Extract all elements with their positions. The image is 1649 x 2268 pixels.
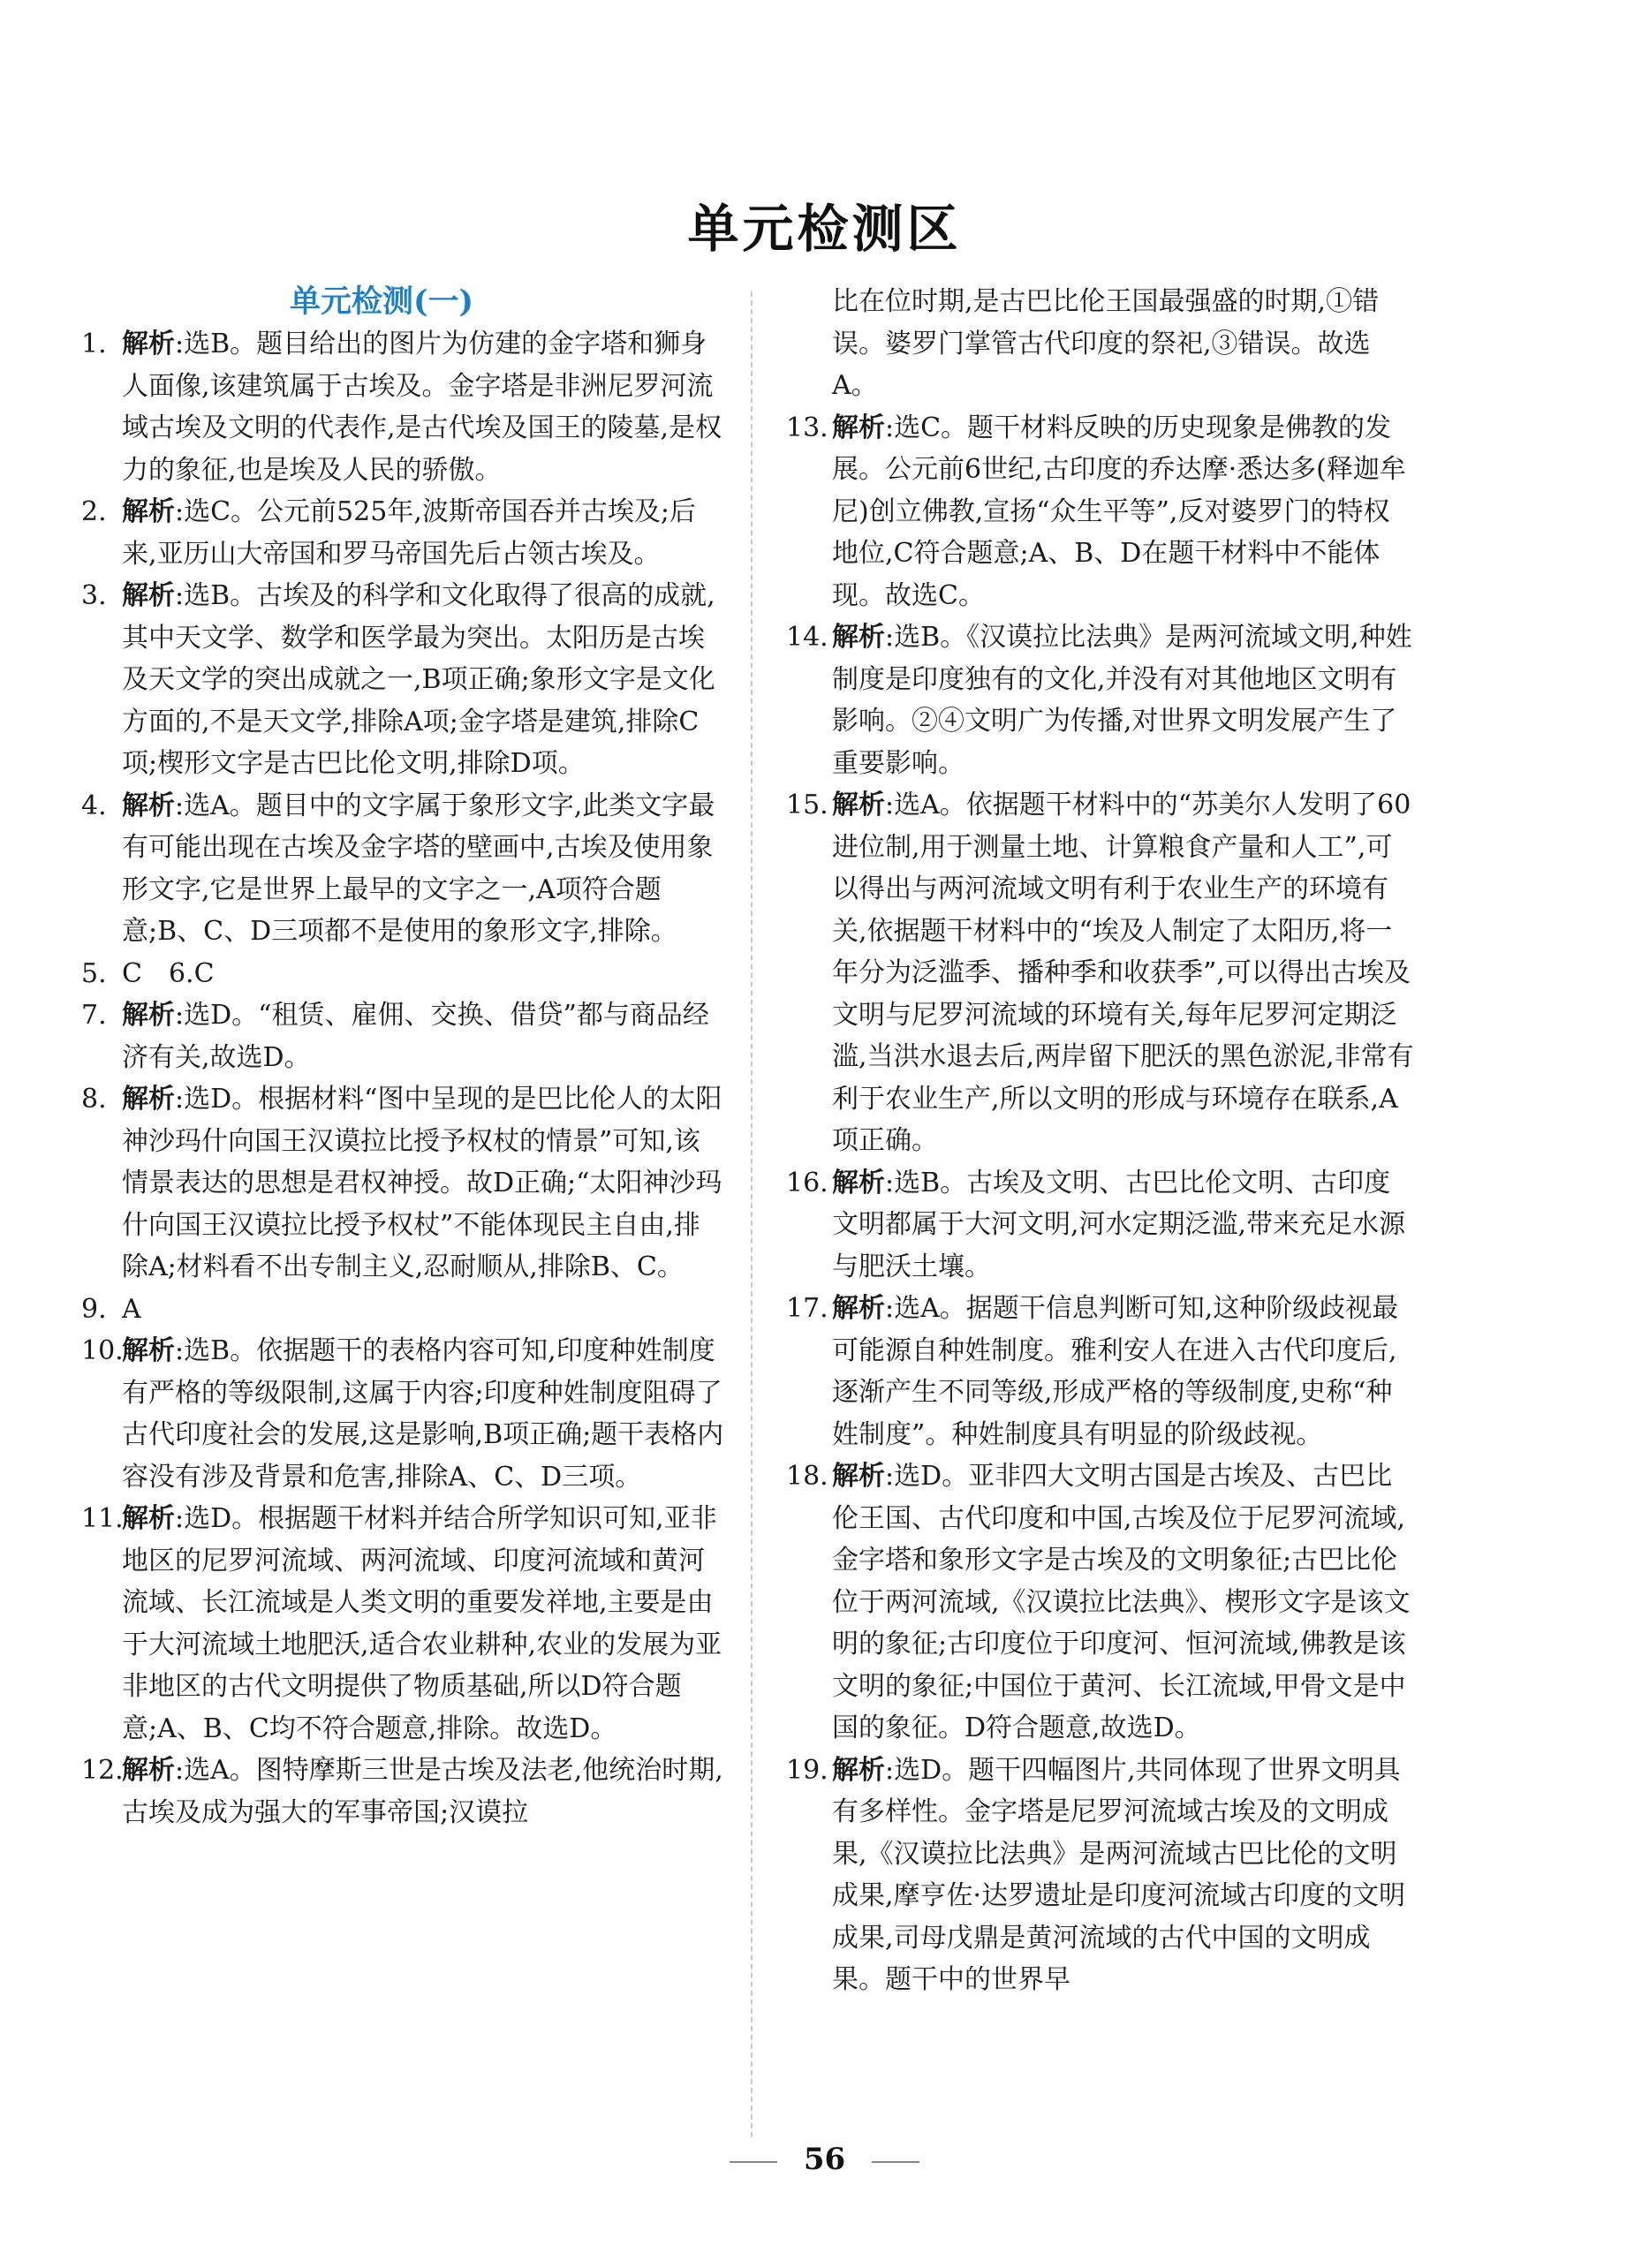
answer-item [81, 953, 726, 995]
item-number: 11. [81, 1503, 124, 1534]
answer-item [786, 407, 1415, 617]
analysis-label: 解析 [122, 580, 175, 611]
answer-text: :选C。公元前525年,波斯帝国吞并古埃及;后来,亚历山大帝国和罗马帝国先后占领古埃及。 [122, 496, 696, 570]
answer-list-left [81, 323, 726, 1833]
answer-list-right [786, 281, 1415, 2001]
analysis-label: 解析 [832, 1293, 885, 1324]
answer-text: :选C。题干材料反映的历史现象是佛教的发展。公元前6世纪,古印度的乔达摩·悉达多(释迦牟尼)创立佛教,宣扬“众生平等”,反对婆罗门的特权地位,C符合题意;A、B、D在题干材料中不能体现。故选C。 [832, 412, 1406, 611]
answer-item [81, 1330, 726, 1498]
item-number: 8. [81, 1084, 107, 1115]
analysis-label: 解析 [122, 329, 175, 359]
answer-text: :选D。题干四幅图片,共同体现了世界文明具有多样性。金字塔是尼罗河流域古埃及的文明成果,《汉谟拉比法典》是两河流域古巴比伦的文明成果,摩亨佐·达罗遗址是印度河流域古印度的文明成果,司母戊鼎是黄河流域的古代中国的文明成果。题干中的世界早 [832, 1754, 1406, 1995]
answer-item [786, 1750, 1415, 2001]
item-number: 16. [786, 1167, 828, 1198]
item-number: 3. [81, 580, 107, 611]
answer-item [81, 785, 726, 953]
item-number: 2. [81, 496, 107, 527]
analysis-label: 解析 [832, 1461, 885, 1492]
analysis-label: 解析 [122, 1335, 175, 1366]
footer-left-rule [730, 2161, 777, 2163]
analysis-label: 解析 [122, 1755, 175, 1786]
answer-item [81, 323, 726, 491]
answer-item [81, 1078, 726, 1289]
page-number: 56 [803, 2142, 846, 2177]
item-number: 15. [786, 790, 828, 820]
analysis-label: 解析 [122, 790, 175, 821]
item-number: 14. [786, 622, 828, 653]
answer-text: 比在位时期,是古巴比伦王国最强盛的时期,①错误。婆罗门掌管古代印度的祭祀,③错误。故选A。 [832, 286, 1380, 401]
analysis-label: 解析 [832, 790, 885, 820]
answer-text: :选D。“租赁、雇佣、交换、借贷”都与商品经济有关,故选D。 [122, 1000, 709, 1073]
item-number: 13. [786, 412, 828, 443]
item-number: 4. [81, 790, 107, 821]
answer-text: C 6.C [122, 957, 215, 989]
analysis-label: 解析 [122, 1503, 175, 1534]
answer-item [81, 994, 726, 1078]
answer-text: :选A。依据题干材料中的“苏美尔人发明了60进位制,用于测量土地、计算粮食产量和人工”,可以得出与两河流域文明有利于农业生产的环境有关,依据题干材料中的“埃及人制定了太阳历,将一年分为泛滥季、播种季和收获季”,可以得出古埃及文明与尼罗河流域的环境有关,每年尼罗河定期泛滥,当洪水退去后,两岸留下肥沃的黑色淤泥,非常有利于农业生产,所以文明的形成与环境存在联系,A项正确。 [832, 790, 1414, 1156]
analysis-label: 解析 [832, 1754, 885, 1786]
page-footer [0, 2142, 1649, 2177]
item-number: 9. [81, 1293, 107, 1325]
footer-right-rule [872, 2161, 919, 2163]
answer-text: :选A。据题干信息判断可知,这种阶级歧视最可能源自种姓制度。雅利安人在进入古代印度后,逐渐产生不同等级,形成严格的等级制度,史称“种姓制度”。种姓制度具有明显的阶级歧视。 [832, 1293, 1399, 1450]
analysis-label: 解析 [832, 622, 885, 653]
left-column [81, 281, 726, 1833]
answer-item [81, 491, 726, 575]
answer-text: A [122, 1293, 141, 1325]
item-number: 19. [786, 1754, 828, 1786]
item-number: 5. [81, 957, 107, 989]
answer-item [81, 575, 726, 785]
answer-item [786, 784, 1415, 1162]
item-number: 18. [786, 1461, 828, 1492]
answer-text: :选D。根据材料“图中呈现的是巴比伦人的太阳神沙玛什向国王汉谟拉比授予权杖的情景”可知,该情景表达的思想是君权神授。故D正确;“太阳神沙玛什向国王汉谟拉比授予权杖”不能体现民主自由,排除A;材料看不出专制主义,忍耐顺从,排除B、C。 [122, 1084, 722, 1282]
answer-text: :选A。题目中的文字属于象形文字,此类文字最有可能出现在古埃及金字塔的壁画中,古埃及使用象形文字,它是世界上最早的文字之一,A项符合题意;B、C、D三项都不是使用的象形文字,排除。 [122, 790, 715, 947]
analysis-label: 解析 [122, 496, 175, 527]
analysis-label: 解析 [122, 1000, 175, 1031]
answer-item [81, 1289, 726, 1331]
item-number: 7. [81, 1000, 107, 1031]
answer-item [786, 1288, 1415, 1455]
answer-text: :选D。亚非四大文明古国是古埃及、古巴比伦王国、古代印度和中国,古埃及位于尼罗河流域,金字塔和象形文字是古埃及的文明象征;古巴比伦位于两河流域,《汉谟拉比法典》、楔形文字是该文明的象征;古印度位于印度河、恒河流域,佛教是该文明的象征;中国位于黄河、长江流域,甲骨文是中国的象征。D符合题意,故选D。 [832, 1461, 1411, 1743]
section-title: 单元检测(一) [289, 284, 474, 320]
answer-item [81, 1750, 726, 1833]
answer-text: :选B。题目给出的图片为仿建的金字塔和狮身人面像,该建筑属于古埃及。金字塔是非洲尼罗河流域古埃及文明的代表作,是古代埃及国王的陵墓,是权力的象征,也是埃及人民的骄傲。 [122, 329, 722, 486]
analysis-label: 解析 [832, 1167, 885, 1198]
analysis-label: 解析 [832, 412, 885, 443]
item-number: 1. [81, 329, 107, 359]
answer-item [786, 1162, 1415, 1289]
answer-item [786, 616, 1415, 784]
item-number: 17. [786, 1293, 828, 1324]
item-number: 10. [81, 1335, 124, 1366]
answer-text: :选B。古埃及文明、古巴比伦文明、古印度文明都属于大河文明,河水定期泛滥,带来充足水源与肥沃土壤。 [832, 1167, 1406, 1282]
answer-text: :选B。《汉谟拉比法典》是两河流域文明,种姓制度是印度独有的文化,并没有对其他地区文明有影响。②④文明广为传播,对世界文明发展产生了重要影响。 [832, 622, 1412, 779]
answer-text: :选B。古埃及的科学和文化取得了很高的成就,其中天文学、数学和医学最为突出。太阳历是古埃及天文学的突出成就之一,B项正确;象形文字是文化方面的,不是天文学,排除A项;金字塔是建筑,排除C项;楔形文字是古巴比伦文明,排除D项。 [122, 580, 715, 779]
column-divider [751, 291, 753, 2137]
answer-text: :选A。图特摩斯三世是古埃及法老,他统治时期,古埃及成为强大的军事帝国;汉谟拉 [122, 1755, 723, 1828]
page-title: 单元检测区 [687, 199, 962, 259]
answer-item [786, 281, 1415, 407]
answer-text: :选D。根据题干材料并结合所学知识可知,亚非地区的尼罗河流域、两河流域、印度河流域和黄河流域、长江流域是人类文明的重要发祥地,主要是由于大河流域土地肥沃,适合农业耕种,农业的发展为亚非地区的古代文明提供了物质基础,所以D符合题意;A、B、C均不符合题意,排除。故选D。 [122, 1503, 722, 1744]
answer-item [81, 1498, 726, 1750]
answer-item [786, 1455, 1415, 1750]
item-number: 12. [81, 1755, 124, 1786]
right-column [786, 281, 1415, 2001]
analysis-label: 解析 [122, 1084, 175, 1115]
answer-text: :选B。依据题干的表格内容可知,印度种姓制度有严格的等级限制,这属于内容;印度种姓制度阻碍了古代印度社会的发展,这是影响,B项正确;题干表格内容没有涉及背景和危害,排除A、C、D三项。 [122, 1335, 724, 1493]
